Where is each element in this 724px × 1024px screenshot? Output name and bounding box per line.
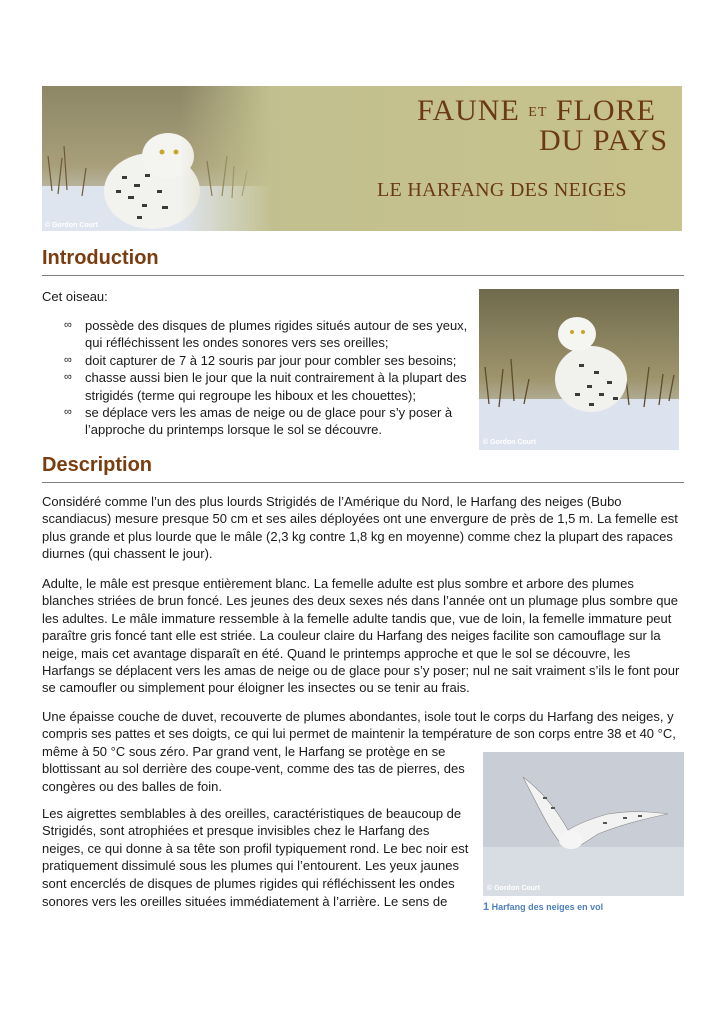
flight-owl-photo [483,752,684,896]
intro-bullet-2: ∞ doit capturer de 7 à 12 souris par jour pour combler ses besoins; [42,352,472,369]
description-paragraph-3-bottom: même à 50 °C sous zéro. Par grand vent, le Harfang se protège en se blottissant au sol derrière des coupe-vent, comme des tas de pierres, des congères ou des balles de foin. [42,744,465,794]
description-paragraph-4-last-line: sonores vers les oreilles situées immédiatement à l’arrière. Le sens de [42,894,448,909]
figure-caption [483,901,603,913]
intro-divider [42,275,684,276]
intro-bullet-1: ∞ possède des disques de plumes rigides situés autour de ses yeux, qui réfléchissent les ondes sonores vers ses oreilles; [42,317,472,352]
description-heading: Description [42,454,153,476]
banner-owl-photo [42,86,272,231]
description-divider [42,482,684,483]
header-banner [42,86,682,231]
banner-photo-credit: © Gordon Court [45,222,98,229]
description-paragraph-3-top: Une épaisse couche de duvet, recouverte de plumes abondantes, isole tout le corps du Harfang des neiges, y compris ses pattes et ses doigts, ce qui lui permet de maintenir la température de son corps entre 38 et 40 °C, [42,709,676,742]
description-paragraph-2: Adulte, le mâle est presque entièrement blanc. La femelle adulte est plus sombre et arbore des plumes blanches striées de brun foncé. Les jeunes des deux sexes nés dans l’année ont un plumage plus sombre que les adultes. Le mâle immature ressemble à la femelle adulte tandis que, vue de loin, la femelle immature peut paraître gris foncé tant elle est striée. La couleur claire du Harfang des neiges facilite son camouflage sur la neige, mais cet avantage disparaît en été. Quand le printemps approche et que le sol se découvre, les Harfangs se déplacent vers les amas de neige ou de glace pour s’y poser; nul ne sait vraiment s’ils le font pour se camoufler ou simplement pour éloigner les insectes ou se tenir au frais. [42,576,680,696]
intro-owl-photo [479,289,679,450]
banner-title-faune: FAUNE [417,94,520,127]
banner-title-line2: DU PAYS [539,124,669,157]
intro-bullet-3: ∞ chasse aussi bien le jour que la nuit contrairement à la plupart des strigidés (terme qui regroupe les hiboux et les chouettes); [42,369,472,404]
intro-bullet-4: ∞ se déplace vers les amas de neige ou de glace pour s’y poser à l’approche du printemps lorsque le sol se découvre. [42,404,472,439]
intro-lead: Cet oiseau: [42,289,108,304]
description-paragraph-1: Considéré comme l’un des plus lourds Strigidés de l’Amérique du Nord, le Harfang des neiges (Bubo scandiacus) mesure presque 50 cm et ses ailes déployées ont une envergure de près de 1,5 m. La femelle est plus grande et plus lourde que le mâle (2,3 kg contre 1,8 kg en moyenne) comme chez la plupart des rapaces diurnes (qui chassent le jour). [42,494,678,562]
banner-title-flore: FLORE [555,94,656,127]
banner-title-line1 [417,94,656,128]
flight-photo-credit: © Gordon Court [487,885,540,892]
figure-caption-text: Harfang des neiges en vol [491,902,604,912]
figure-number: 1 [483,901,490,913]
description-paragraph-4: Les aigrettes semblables à des oreilles, caractéristiques de beaucoup de Strigidés, sont atrophiées et presque invisibles chez le Harfang des neiges, ce qui donne à sa tête son profil typiquement rond. Le bec noir est pratiquement dissimulé sous les plumes qui l’entourent. Les yeux jaunes sont encerclés de disques de plumes rigides qui réfléchissent les ondes [42,806,469,891]
intro-bullet-list [42,317,472,439]
banner-subtitle: LE HARFANG DES NEIGES [377,179,627,201]
intro-photo-credit: © Gordon Court [483,439,536,446]
banner-title-et: ET [528,105,548,121]
intro-heading: Introduction [42,247,159,269]
